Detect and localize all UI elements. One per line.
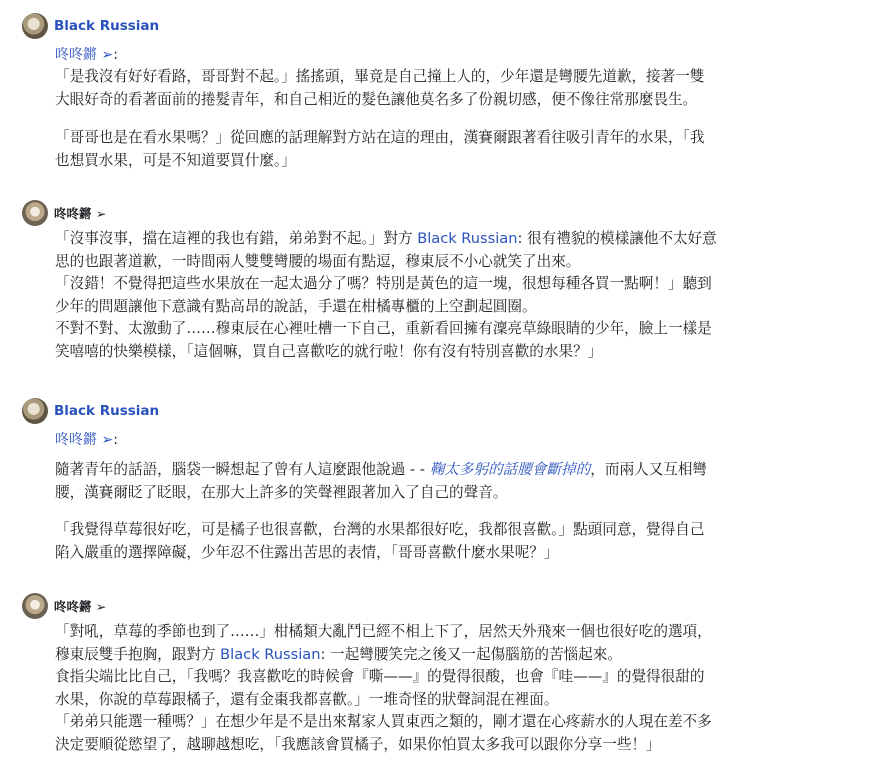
avatar[interactable] <box>22 398 48 424</box>
text-segment: 隨著青年的話語，腦袋一瞬想起了曾有人這麼跟他說過 - - <box>55 461 430 478</box>
author-name[interactable]: 咚咚鏘 ➢ <box>54 206 107 221</box>
text-line: 「沒錯！不覺得把這些水果放在一起太過分了嗎？特別是黃色的這一塊，很想每種各買一點啊！」聽到 <box>55 275 712 292</box>
text-line <box>55 228 845 251</box>
paragraph <box>55 621 845 756</box>
reply-to-link[interactable]: 咚咚鏘 ➢ <box>55 47 114 63</box>
post-header <box>22 593 106 619</box>
avatar[interactable] <box>22 200 48 226</box>
text-segment: : 一起彎腰笑完之後又一起傷腦筋的苦惱起來。 <box>320 645 622 663</box>
text-line: 「我覺得草莓很好吃，可是橘子也很喜歡，台灣的水果都很好吃，我都很喜歡。」點頭同意，覺得自己 <box>55 521 705 538</box>
text-line: 腰，漢賽爾眨了眨眼，在那大上許多的笑聲裡跟著加入了自己的聲音。 <box>55 483 508 501</box>
text-segment: 穆東辰雙手抱胸，跟對方 <box>55 645 221 663</box>
text-line: 少年的問題讓他下意識有點高昂的說話，手還在柑橘專櫃的上空劃起圓圈。 <box>55 297 537 315</box>
text-line: 「弟弟只能選一種嗎？」在想少年是不是出來幫家人買東西之類的，剛才還在心疼薪水的人現在差不多 <box>55 713 712 730</box>
reply-colon: : <box>113 47 118 63</box>
paragraph <box>55 127 845 172</box>
paragraph <box>55 66 845 111</box>
text-line <box>55 459 845 482</box>
text-line: 大眼好奇的看著面前的捲髮青年，和自己相近的髮色讓他莫名多了份親切感，便不像往常那麼畏生。 <box>55 90 698 108</box>
paragraph <box>55 519 845 564</box>
text-segment: ，而兩人又互相彎 <box>590 461 708 478</box>
author-name[interactable]: Black Russian <box>54 18 160 34</box>
text-segment: 「沒事沒事，擋在這裡的我也有錯，弟弟對不起。」對方 <box>55 230 418 247</box>
user-mention[interactable]: Black Russian <box>417 230 518 247</box>
quote-link[interactable]: 鞠太多躬的話腰會斷掉的 <box>429 461 591 478</box>
text-line: 笑嘻嘻的快樂模樣，「這個嘛，買自己喜歡吃的就行啦！你有沒有特別喜歡的水果？」 <box>55 342 603 360</box>
text-line: 不對不對、太激動了……穆東辰在心裡吐槽一下自己，重新看回擁有澟亮草綠眼睛的少年，臉上一樣是 <box>55 320 712 337</box>
user-mention[interactable]: Black Russian <box>220 645 321 663</box>
text-line: 水果，你說的草莓跟橘子，還有金棗我都喜歡。」一堆奇怪的狀聲詞混在裡面。 <box>55 690 559 708</box>
text-line <box>55 644 845 667</box>
text-line: 「是我沒有好好看路，哥哥對不起。」搖搖頭，畢竟是自己撞上人的，少年還是彎腰先道歉，接著一雙 <box>55 68 705 85</box>
reply-colon: : <box>113 432 118 448</box>
reply-to <box>55 44 118 64</box>
text-line: 也想買水果，可是不知道要買什麼。」 <box>55 151 296 169</box>
reply-to-link[interactable]: 咚咚鏘 ➢ <box>55 432 114 448</box>
text-line: 「對吼，草莓的季節也到了……」柑橘類大亂鬥已經不相上下了，居然天外飛來一個也很好吃的選項， <box>55 623 712 640</box>
text-line: 思的也跟著道歉，一時間兩人雙雙彎腰的場面有點逗，穆東辰不小心就笑了出來。 <box>55 252 581 270</box>
paragraph <box>55 459 845 504</box>
post-header <box>22 398 159 424</box>
avatar[interactable] <box>22 13 48 39</box>
text-segment: : 很有禮貌的模樣讓他不太好意 <box>517 230 717 247</box>
text-line: 「哥哥也是在看水果嗎？」從回應的話理解對方站在這的理由，漢賽爾跟著看往吸引青年的水果，「我 <box>55 129 705 146</box>
post-header <box>22 200 106 226</box>
text-line: 食指尖端比比自己，「我嗎？我喜歡吃的時候會『嘶——』的覺得很酸，也會『哇——』的覺得很甜的 <box>55 668 705 685</box>
avatar[interactable] <box>22 593 48 619</box>
text-line: 決定要順從慾望了，越聊越想吃，「我應該會買橘子，如果你怕買太多我可以跟你分享一些！」 <box>55 735 661 753</box>
reply-to <box>55 429 118 449</box>
author-name[interactable]: Black Russian <box>54 403 160 419</box>
author-name[interactable]: 咚咚鏘 ➢ <box>54 599 107 614</box>
text-line: 陷入嚴重的選擇障礙，少年忍不住露出苦思的表情，「哥哥喜歡什麼水果呢？」 <box>55 543 559 561</box>
paragraph <box>55 228 845 363</box>
post-header <box>22 13 159 39</box>
